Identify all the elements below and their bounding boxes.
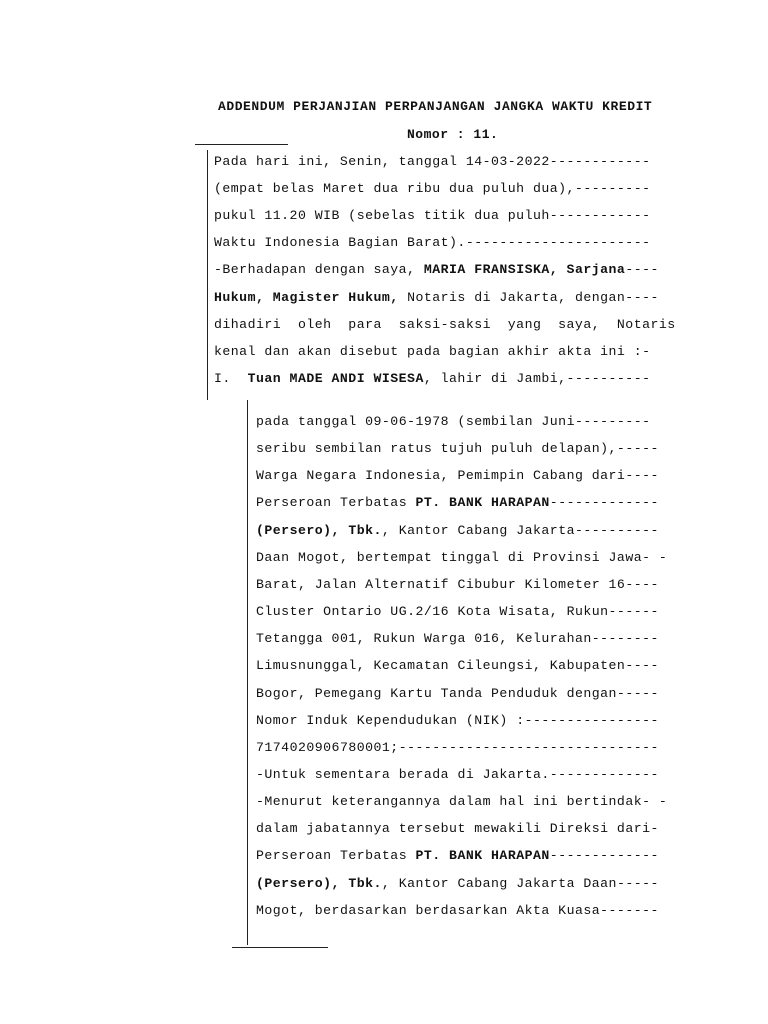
text-segment: kenal dan akan disebut pada bagian akhir akta ini :- — [214, 343, 651, 359]
bold-text: (Persero), Tbk. — [256, 522, 382, 538]
margin-rule-top — [195, 144, 288, 145]
document-line — [256, 630, 659, 648]
text-segment: Tetangga 001, Rukun Warga 016, Kelurahan-------- — [256, 631, 659, 647]
document-line — [256, 902, 659, 920]
document-line — [214, 153, 650, 171]
text-segment: pada tanggal 09-06-1978 (sembilan Juni--------- — [256, 414, 651, 429]
text-segment: 7174020906780001;------------------------------- — [256, 739, 659, 755]
bold-text: (Persero), Tbk. — [256, 875, 382, 891]
text-segment: -Berhadapan dengan saya, — [214, 262, 424, 278]
text-segment: Nomor Induk Kependudukan (NIK) :---------------- — [256, 712, 659, 728]
text-segment: -Menurut keterangannya dalam hal ini bertindak- - — [256, 794, 668, 810]
text-segment: ------------- — [549, 848, 659, 864]
document-line — [256, 549, 667, 567]
document-line — [256, 820, 659, 838]
text-segment: Perseroan Terbatas — [256, 848, 416, 864]
margin-rule-bottom — [232, 947, 328, 948]
document-line — [214, 261, 659, 279]
bold-text: MARIA FRANSISKA, Sarjana — [423, 262, 626, 278]
text-segment: seribu sembilan ratus tujuh puluh delapan),----- — [256, 441, 659, 457]
text-segment: Mogot, berdasarkan berdasarkan Akta Kuasa------- — [256, 902, 659, 918]
bold-text: PT. BANK HARAPAN — [415, 848, 550, 864]
document-line — [256, 793, 667, 811]
document-line — [256, 685, 659, 703]
document-line — [214, 234, 650, 252]
document-line — [256, 467, 659, 485]
document-line — [256, 766, 659, 784]
document-number: Nomor : 11. — [407, 127, 499, 142]
text-segment: , Kantor Cabang Jakarta Daan----- — [381, 875, 659, 891]
bold-text: PT. BANK HARAPAN — [415, 495, 550, 511]
document-line — [214, 289, 659, 307]
document-line — [256, 440, 659, 458]
bold-text: Hukum, Magister Hukum, — [214, 289, 399, 305]
document-line — [214, 343, 650, 361]
margin-rule-indent — [247, 400, 248, 945]
text-segment: dihadiri oleh para saksi-saksi yang saya, Notaris — [214, 316, 676, 332]
text-segment: pukul 11.20 WIB (sebelas titik dua puluh------------ — [214, 208, 651, 224]
margin-rule-left — [207, 150, 208, 400]
document-line — [214, 180, 650, 198]
text-segment: Pada hari ini, Senin, tanggal 14-03-2022------------ — [214, 154, 651, 169]
text-segment: Cluster Ontario UG.2/16 Kota Wisata, Rukun------ — [256, 604, 659, 620]
document-line — [214, 316, 676, 334]
text-segment: Barat, Jalan Alternatif Cibubur Kilometer 16---- — [256, 576, 659, 592]
document-line — [256, 712, 659, 730]
text-segment: Daan Mogot, bertempat tinggal di Provinsi Jawa- - — [256, 549, 668, 565]
text-segment: Perseroan Terbatas — [256, 495, 416, 511]
text-segment: Bogor, Pemegang Kartu Tanda Penduduk dengan----- — [256, 685, 659, 701]
text-segment: Notaris di Jakarta, dengan---- — [398, 289, 659, 305]
document-line — [256, 603, 659, 621]
text-segment: (empat belas Maret dua ribu dua puluh dua),--------- — [214, 181, 651, 197]
document-line — [256, 875, 659, 893]
bold-text: Tuan MADE ANDI WISESA — [247, 370, 424, 386]
document-title: ADDENDUM PERJANJIAN PERPANJANGAN JANGKA WAKTU KREDIT — [218, 99, 653, 114]
text-segment: Waktu Indonesia Bagian Barat).---------------------- — [214, 235, 651, 251]
document-line — [256, 494, 659, 512]
document-line — [256, 413, 651, 431]
text-segment: , lahir di Jambi,---------- — [423, 370, 651, 386]
document-line — [214, 207, 650, 225]
text-segment: -Untuk sementara berada di Jakarta.------------- — [256, 766, 659, 782]
text-segment: ---- — [625, 262, 659, 278]
text-segment: , Kantor Cabang Jakarta---------- — [381, 522, 659, 538]
text-segment: Warga Negara Indonesia, Pemimpin Cabang dari---- — [256, 468, 659, 484]
text-segment: ------------- — [549, 495, 659, 511]
document-line — [214, 370, 651, 388]
document-line — [256, 576, 659, 594]
document-line — [256, 657, 659, 675]
text-segment: Limusnunggal, Kecamatan Cileungsi, Kabupaten---- — [256, 658, 659, 674]
text-segment: dalam jabatannya tersebut mewakili Direksi dari- — [256, 821, 659, 837]
document-line — [256, 739, 659, 757]
document-line — [256, 522, 659, 540]
text-segment: I. — [214, 370, 248, 386]
document-line — [256, 847, 659, 865]
